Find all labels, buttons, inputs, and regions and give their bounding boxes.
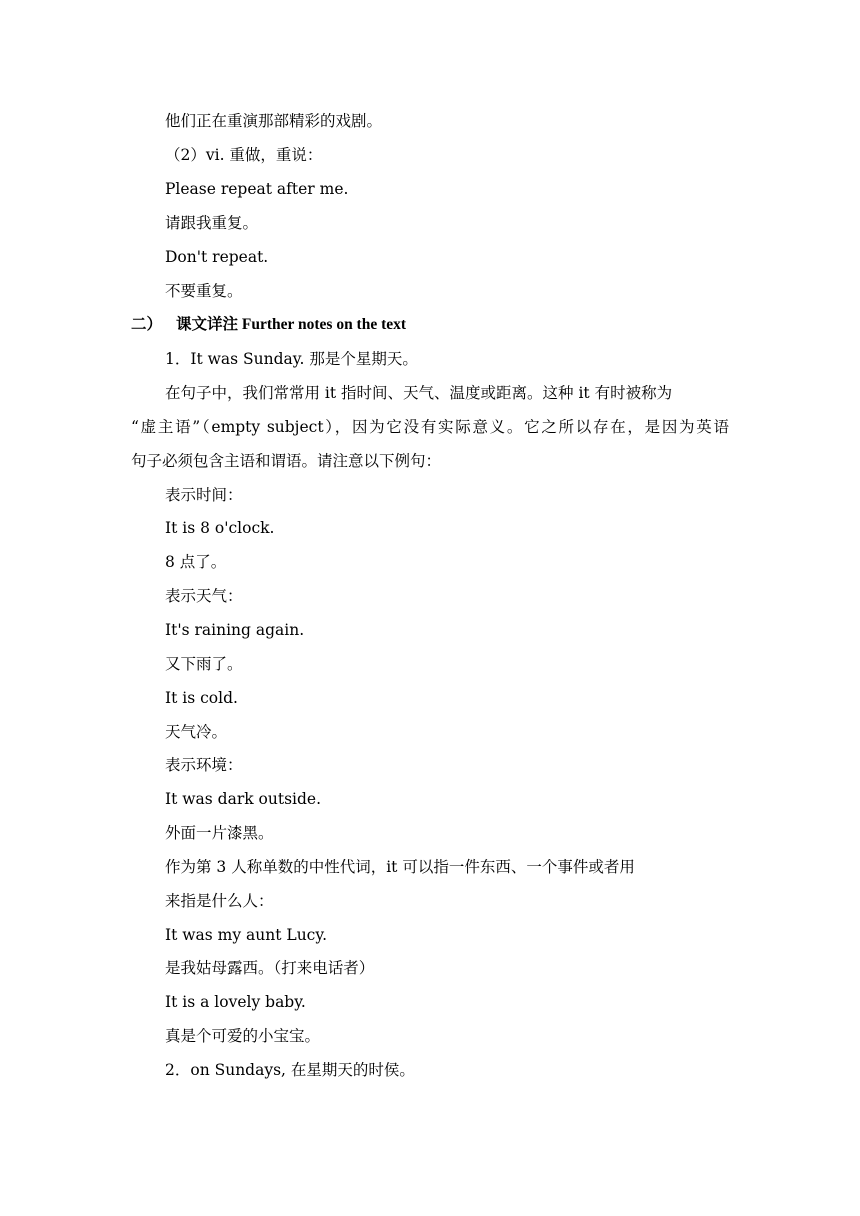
section-number: 二）	[131, 316, 163, 333]
paragraph-line: 句子必须包含主语和谓语。请注意以下例句：	[131, 452, 442, 470]
text-line: Please repeat after me.	[165, 180, 349, 198]
text-line: 不要重复。	[165, 282, 243, 300]
example-line: 表示时间：	[165, 486, 243, 504]
note-title: 2．on Sundays, 在星期天的时侯。	[165, 1061, 415, 1079]
example-line: It's raining again.	[165, 621, 305, 639]
paragraph-line: 在句子中，我们常常用 it 指时间、天气、温度或距离。这种 it 有时被称为	[165, 384, 673, 402]
example-line: 表示环境：	[165, 756, 243, 774]
example-line: It was my aunt Lucy.	[165, 926, 327, 944]
note-title: 1．It was Sunday. 那是个星期天。	[165, 350, 418, 368]
example-line: 是我姑母露西。（打来电话者）	[165, 959, 375, 977]
example-line: 又下雨了。	[165, 655, 243, 673]
section-heading	[131, 315, 406, 335]
text-line: （2）vi. 重做，重说：	[165, 146, 323, 164]
example-line: It was dark outside.	[165, 790, 322, 808]
example-line: It is 8 o'clock.	[165, 519, 275, 537]
text-line: 请跟我重复。	[165, 214, 259, 232]
example-line: 天气冷。	[165, 723, 228, 741]
example-line: 来指是什么人：	[165, 892, 274, 910]
example-line: It is a lovely baby.	[165, 993, 306, 1011]
example-line: 表示天气：	[165, 587, 243, 605]
paragraph-line: “虚主语”（empty subject），因为它没有实际意义。它之所以存在，是因为英语	[131, 418, 729, 436]
example-line: 作为第 3 人称单数的中性代词，it 可以指一件东西、一个事件或者用	[165, 858, 635, 876]
example-line: It is cold.	[165, 689, 238, 707]
example-line: 8 点了。	[165, 553, 227, 571]
section-title: 课文详注 Further notes on the text	[176, 316, 407, 333]
example-line: 外面一片漆黑。	[165, 824, 274, 842]
example-line: 真是个可爱的小宝宝。	[165, 1027, 321, 1045]
text-line: 他们正在重演那部精彩的戏剧。	[165, 112, 383, 130]
text-line: Don't repeat.	[165, 248, 269, 266]
